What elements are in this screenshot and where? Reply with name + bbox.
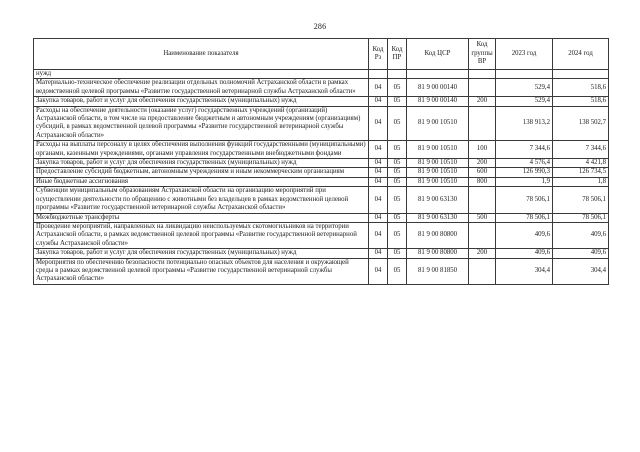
cell-vr — [469, 258, 496, 284]
cell-pr: 05 — [388, 177, 407, 186]
cell-csr: 81 9 00 80800 — [407, 222, 469, 248]
cell-2023: 304,4 — [496, 258, 553, 284]
table-row — [34, 249, 609, 258]
cell-name: нужд — [34, 70, 369, 79]
cell-2023: 4 576,4 — [496, 159, 553, 168]
cell-2024: 4 421,8 — [553, 159, 609, 168]
cell-name: Субвенции муниципальным образованиям Астраханской области на организацию мероприятий при осуществлении деятельности по обращению с животными без владельцев в рамках ведомственной целевой программы «Развитие государственной ветеринарной службы Астраханской области» — [34, 187, 369, 213]
cell-rz: 04 — [369, 222, 388, 248]
cell-2023 — [496, 70, 553, 79]
cell-2023: 7 344,6 — [496, 141, 553, 159]
table-row — [34, 106, 609, 141]
header-2024: 2024 год — [553, 39, 609, 70]
table-row — [34, 70, 609, 79]
cell-csr: 81 9 00 10510 — [407, 141, 469, 159]
cell-name: Иные бюджетные ассигнования — [34, 177, 369, 186]
cell-rz: 04 — [369, 258, 388, 284]
cell-csr: 81 9 00 00140 — [407, 79, 469, 97]
cell-pr: 05 — [388, 222, 407, 248]
cell-rz: 04 — [369, 106, 388, 141]
budget-table — [33, 38, 609, 285]
table-row — [34, 258, 609, 284]
cell-rz: 04 — [369, 249, 388, 258]
cell-pr: 05 — [388, 141, 407, 159]
cell-rz: 04 — [369, 168, 388, 177]
cell-name: Закупка товаров, работ и услуг для обеспечения государственных (муниципальных) нужд — [34, 159, 369, 168]
cell-2023: 78 506,1 — [496, 187, 553, 213]
cell-name: Закупка товаров, работ и услуг для обеспечения государственных (муниципальных) нужд — [34, 249, 369, 258]
cell-2024: 304,4 — [553, 258, 609, 284]
cell-name: Мероприятия по обеспечению безопасности потенциально опасных объектов для населения и окружающей среды в рамках ведомственной целевой программы «Развитие государственной ветеринарной службы Астраханской области» — [34, 258, 369, 284]
cell-2023: 409,6 — [496, 222, 553, 248]
cell-pr: 05 — [388, 79, 407, 97]
cell-pr — [388, 70, 407, 79]
table-row — [34, 159, 609, 168]
table-row — [34, 168, 609, 177]
cell-csr: 81 9 00 00140 — [407, 97, 469, 106]
table-row — [34, 177, 609, 186]
header-pr: Код ПР — [388, 39, 407, 70]
cell-csr: 81 9 00 10510 — [407, 177, 469, 186]
cell-csr: 81 9 00 63130 — [407, 213, 469, 222]
cell-csr — [407, 70, 469, 79]
cell-2024: 409,6 — [553, 222, 609, 248]
cell-rz: 04 — [369, 79, 388, 97]
cell-vr — [469, 187, 496, 213]
cell-name: Расходы на выплаты персоналу в целях обеспечения выполнения функций государственными (муниципальными) органами, казенными учреждениями, органами управления государственными внебюджетными фондами — [34, 141, 369, 159]
cell-rz: 04 — [369, 213, 388, 222]
cell-vr: 200 — [469, 159, 496, 168]
header-rz: Код Рз — [369, 39, 388, 70]
cell-name: Предоставление субсидий бюджетным, автономным учреждениям и иным некоммерческим организациям — [34, 168, 369, 177]
cell-csr: 81 9 00 80800 — [407, 249, 469, 258]
cell-name: Проведение мероприятий, направленных на ликвидацию неиспользуемых скотомогильников на территории Астраханской области, в рамках ведомственной целевой программы «Развитие государственной ветеринарной службы Астраханской области» — [34, 222, 369, 248]
cell-vr — [469, 222, 496, 248]
cell-csr: 81 9 00 10510 — [407, 159, 469, 168]
cell-2023: 529,4 — [496, 79, 553, 97]
cell-2023: 138 913,2 — [496, 106, 553, 141]
table-row — [34, 141, 609, 159]
cell-vr: 200 — [469, 249, 496, 258]
cell-rz: 04 — [369, 97, 388, 106]
cell-rz: 04 — [369, 159, 388, 168]
cell-pr: 05 — [388, 159, 407, 168]
cell-pr: 05 — [388, 97, 407, 106]
header-name: Наименование показателя — [34, 39, 369, 70]
cell-csr: 81 9 00 10510 — [407, 168, 469, 177]
cell-csr: 81 9 00 81850 — [407, 258, 469, 284]
cell-pr: 05 — [388, 187, 407, 213]
cell-vr — [469, 70, 496, 79]
cell-pr: 05 — [388, 213, 407, 222]
cell-name: Закупка товаров, работ и услуг для обеспечения государственных (муниципальных) нужд — [34, 97, 369, 106]
cell-rz: 04 — [369, 187, 388, 213]
table-row — [34, 79, 609, 97]
cell-csr: 81 9 00 63130 — [407, 187, 469, 213]
cell-2023: 126 990,3 — [496, 168, 553, 177]
cell-2024: 1,8 — [553, 177, 609, 186]
cell-2023: 1,9 — [496, 177, 553, 186]
page-number: 286 — [313, 22, 327, 31]
cell-name: Материально-техническое обеспечение реализации отдельных полномочий Астраханской области в рамках ведомственной целевой программы «Развитие государственной ветеринарной службы Астраханской области» — [34, 79, 369, 97]
cell-vr: 600 — [469, 168, 496, 177]
cell-vr: 100 — [469, 141, 496, 159]
cell-csr: 81 9 00 10510 — [407, 106, 469, 141]
cell-vr: 200 — [469, 97, 496, 106]
cell-pr: 05 — [388, 258, 407, 284]
table-row — [34, 213, 609, 222]
header-row — [34, 39, 609, 70]
cell-2023: 78 506,1 — [496, 213, 553, 222]
cell-vr: 800 — [469, 177, 496, 186]
header-vr: Код группы ВР — [469, 39, 496, 70]
cell-rz: 04 — [369, 141, 388, 159]
cell-rz: 04 — [369, 177, 388, 186]
cell-name: Межбюджетные трансферты — [34, 213, 369, 222]
table-row — [34, 187, 609, 213]
header-csr: Код ЦСР — [407, 39, 469, 70]
cell-2024 — [553, 70, 609, 79]
cell-2024: 518,6 — [553, 79, 609, 97]
cell-2024: 126 734,5 — [553, 168, 609, 177]
cell-vr — [469, 79, 496, 97]
cell-vr — [469, 106, 496, 141]
cell-2024: 7 344,6 — [553, 141, 609, 159]
cell-2024: 409,6 — [553, 249, 609, 258]
cell-vr: 500 — [469, 213, 496, 222]
cell-2024: 78 506,1 — [553, 187, 609, 213]
cell-pr: 05 — [388, 168, 407, 177]
cell-2024: 138 502,7 — [553, 106, 609, 141]
cell-name: Расходы на обеспечение деятельности (оказание услуг) государственных учреждений (организаций) Астраханской области, в том числе на предоставление бюджетным и автономным учреждениям (организациям) субсидий, в рамках ведомственной целевой программы «Развитие государственной ветеринарной службы Астраханской области» — [34, 106, 369, 141]
cell-2023: 409,6 — [496, 249, 553, 258]
cell-pr: 05 — [388, 106, 407, 141]
table-row — [34, 97, 609, 106]
cell-2024: 518,6 — [553, 97, 609, 106]
cell-pr: 05 — [388, 249, 407, 258]
cell-2023: 529,4 — [496, 97, 553, 106]
table-row — [34, 222, 609, 248]
cell-rz — [369, 70, 388, 79]
header-2023: 2023 год — [496, 39, 553, 70]
cell-2024: 78 506,1 — [553, 213, 609, 222]
